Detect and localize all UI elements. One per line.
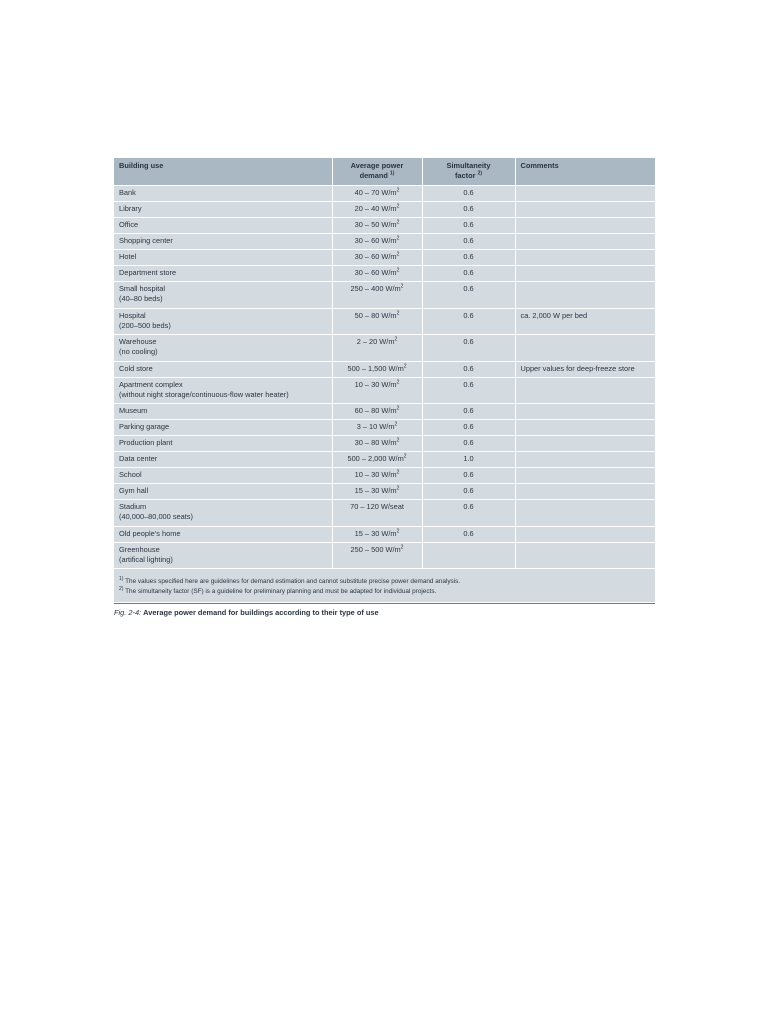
demand-value: 30 – 80 W/m (354, 438, 397, 447)
demand-value: 30 – 50 W/m (354, 220, 397, 229)
footnotes (114, 568, 655, 602)
table-row (114, 436, 655, 452)
header-building-use-label: Building use (119, 161, 164, 170)
unit-superscript: 2 (403, 453, 407, 460)
caption-divider (114, 603, 655, 604)
cell-simultaneity-factor: 0.6 (422, 361, 515, 377)
cell-building-use (114, 484, 332, 500)
cell-average-power-demand (332, 282, 422, 309)
demand-value: 30 – 60 W/m (354, 236, 397, 245)
cell-simultaneity-factor: 1.0 (422, 452, 515, 468)
cell-building-use (114, 468, 332, 484)
unit-superscript: 2 (396, 528, 400, 535)
cell-simultaneity-factor: 0.6 (422, 250, 515, 266)
building-use-text: Office (119, 220, 139, 229)
demand-value: 20 – 40 W/m (354, 204, 397, 213)
cell-building-use (114, 526, 332, 542)
table-row (114, 361, 655, 377)
header-building-use (114, 158, 332, 186)
cell-comments (515, 266, 655, 282)
cell-comments (515, 335, 655, 362)
footnote-2 (119, 587, 650, 597)
unit-superscript: 2 (400, 283, 404, 290)
header-comments (515, 158, 655, 186)
figure-caption-text: Average power demand for buildings according to their type of use (143, 608, 379, 617)
cell-comments (515, 452, 655, 468)
building-use-text: Greenhouse (119, 544, 160, 554)
cell-average-power-demand (332, 484, 422, 500)
table-row (114, 484, 655, 500)
building-use-text: Gym hall (119, 486, 149, 495)
demand-value: 15 – 30 W/m (354, 528, 397, 538)
building-use-text: Apartment complex (119, 379, 183, 389)
cell-average-power-demand (332, 308, 422, 335)
demand-value: 3 – 10 W/m (356, 422, 395, 431)
cell-comments (515, 468, 655, 484)
cell-comments (515, 218, 655, 234)
building-use-text: Hospital (119, 310, 146, 320)
cell-comments: Upper values for deep-freeze store (515, 361, 655, 377)
building-use-text: Bank (119, 188, 136, 197)
building-use-text: Museum (119, 406, 148, 415)
building-use-text: Old people’s home (119, 528, 181, 538)
unit-superscript: 2 (396, 251, 400, 258)
cell-building-use (114, 250, 332, 266)
header-demand-label: demand (359, 171, 388, 181)
cell-comments (515, 500, 655, 527)
cell-comments (515, 404, 655, 420)
cell-simultaneity-factor: 0.6 (422, 468, 515, 484)
building-use-text: (40–80 beds) (119, 294, 163, 304)
building-use-text: Library (119, 204, 142, 213)
table-row (114, 404, 655, 420)
cell-simultaneity-factor: 0.6 (422, 377, 515, 404)
figure-caption (114, 608, 655, 617)
cell-building-use (114, 500, 332, 527)
cell-average-power-demand (332, 436, 422, 452)
cell-simultaneity-factor: 0.6 (422, 420, 515, 436)
cell-comments (515, 542, 655, 568)
cell-building-use (114, 404, 332, 420)
header-average-power-demand (332, 158, 422, 186)
footnote-1 (119, 577, 650, 587)
unit-superscript: 2 (403, 363, 407, 370)
cell-building-use (114, 452, 332, 468)
table-row (114, 266, 655, 282)
building-use-text: Department store (119, 268, 177, 277)
header-demand-line-1: Average power (350, 161, 404, 170)
unit-superscript: 2 (396, 379, 400, 386)
unit-superscript: 2 (396, 437, 400, 444)
cell-average-power-demand (332, 250, 422, 266)
cell-comments: ca. 2,000 W per bed (515, 308, 655, 335)
table-row (114, 308, 655, 335)
cell-average-power-demand (332, 526, 422, 542)
unit-superscript: 2 (396, 203, 400, 210)
table-row (114, 452, 655, 468)
cell-building-use (114, 202, 332, 218)
cell-building-use (114, 436, 332, 452)
building-use-text: (200–500 beds) (119, 320, 171, 330)
figure-number: Fig. 2-4: (114, 608, 142, 617)
demand-value: 50 – 80 W/m (354, 310, 397, 320)
table-row (114, 377, 655, 404)
cell-comments (515, 186, 655, 202)
building-use-text: Production plant (119, 438, 173, 447)
footnote-1-text: The values specified here are guidelines for demand estimation and cannot substitute precise power demand analysis. (125, 578, 461, 585)
cell-average-power-demand (332, 404, 422, 420)
building-use-text: Shopping center (119, 236, 173, 245)
footnote-2-mark: 2) (119, 585, 124, 592)
table-body (114, 186, 655, 569)
cell-simultaneity-factor: 0.6 (422, 404, 515, 420)
demand-value: 2 – 20 W/m (356, 337, 395, 346)
unit-superscript: 2 (396, 219, 400, 226)
cell-simultaneity-factor: 0.6 (422, 202, 515, 218)
building-use-text: Parking garage (119, 422, 170, 431)
building-use-text: (without night storage/continuous-flow water heater) (119, 389, 289, 399)
cell-simultaneity-factor: 0.6 (422, 234, 515, 250)
cell-average-power-demand (332, 500, 422, 527)
demand-value: 500 – 1,500 W/m (347, 363, 404, 373)
cell-simultaneity-factor: 0.6 (422, 282, 515, 309)
building-use-text: (artifical lighting) (119, 554, 173, 564)
table-header-row (114, 158, 655, 186)
cell-building-use (114, 266, 332, 282)
table-row (114, 202, 655, 218)
demand-value: 10 – 30 W/m (354, 470, 397, 479)
demand-value: 10 – 30 W/m (354, 379, 397, 389)
cell-average-power-demand (332, 186, 422, 202)
table-row (114, 218, 655, 234)
building-use-text: (no cooling) (119, 347, 158, 357)
building-use-text: Small hospital (119, 284, 166, 293)
cell-comments (515, 420, 655, 436)
unit-superscript: 2 (396, 310, 400, 317)
cell-comments (515, 377, 655, 404)
demand-value: 500 – 2,000 W/m (347, 454, 404, 463)
building-use-text: School (119, 470, 142, 479)
unit-superscript: 2 (394, 421, 398, 428)
demand-value: 40 – 70 W/m (354, 188, 397, 197)
cell-comments (515, 436, 655, 452)
unit-superscript: 2 (396, 405, 400, 412)
demand-value: 70 – 120 W/seat (350, 502, 404, 511)
cell-comments (515, 250, 655, 266)
header-factor-line-2 (428, 171, 510, 181)
cell-comments (515, 282, 655, 309)
cell-building-use (114, 282, 332, 309)
header-factor-label: factor (454, 171, 476, 181)
building-use-text: Data center (119, 454, 158, 463)
cell-simultaneity-factor: 0.6 (422, 266, 515, 282)
cell-comments (515, 202, 655, 218)
cell-simultaneity-factor: 0.6 (422, 484, 515, 500)
unit-superscript: 2 (396, 235, 400, 242)
cell-average-power-demand (332, 218, 422, 234)
cell-average-power-demand (332, 266, 422, 282)
unit-superscript: 2 (396, 469, 400, 476)
building-use-text: (40,000–80,000 seats) (119, 512, 193, 522)
cell-simultaneity-factor: 0.6 (422, 186, 515, 202)
table-row (114, 542, 655, 568)
footnote-2-text: The simultaneity factor (SF) is a guideline for preliminary planning and must be adapted for individual projects. (125, 587, 437, 595)
header-simultaneity-factor (422, 158, 515, 186)
demand-value: 250 – 400 W/m (350, 284, 401, 293)
unit-superscript: 2 (396, 187, 400, 194)
cell-simultaneity-factor: 0.6 (422, 436, 515, 452)
table-row (114, 234, 655, 250)
cell-comments (515, 526, 655, 542)
demand-value: 30 – 60 W/m (354, 252, 397, 261)
cell-average-power-demand (332, 452, 422, 468)
cell-building-use (114, 308, 332, 335)
cell-simultaneity-factor: 0.6 (422, 218, 515, 234)
header-comments-label: Comments (520, 161, 559, 170)
cell-simultaneity-factor: 0.6 (422, 308, 515, 335)
cell-average-power-demand (332, 202, 422, 218)
cell-average-power-demand (332, 542, 422, 568)
cell-simultaneity-factor (422, 542, 515, 568)
cell-building-use (114, 420, 332, 436)
cell-simultaneity-factor: 0.6 (422, 335, 515, 362)
cell-simultaneity-factor: 0.6 (422, 526, 515, 542)
table-row (114, 186, 655, 202)
footnote-ref-2: 2) (477, 170, 483, 177)
table-row (114, 420, 655, 436)
table-row (114, 282, 655, 309)
table-row (114, 468, 655, 484)
header-demand-line-2 (338, 171, 417, 181)
cell-simultaneity-factor: 0.6 (422, 500, 515, 527)
demand-value: 60 – 80 W/m (354, 406, 397, 415)
unit-superscript: 2 (400, 544, 404, 551)
unit-superscript: 2 (394, 336, 398, 343)
unit-superscript: 2 (396, 267, 400, 274)
cell-average-power-demand (332, 335, 422, 362)
table-row (114, 500, 655, 527)
header-factor-line-1: Simultaneity (446, 161, 491, 170)
cell-comments (515, 484, 655, 500)
cell-average-power-demand (332, 468, 422, 484)
cell-building-use (114, 234, 332, 250)
cell-average-power-demand (332, 420, 422, 436)
cell-building-use (114, 335, 332, 362)
table-row (114, 526, 655, 542)
cell-building-use (114, 186, 332, 202)
power-demand-table (114, 158, 655, 568)
table-row (114, 335, 655, 362)
table-row (114, 250, 655, 266)
demand-value: 250 – 500 W/m (350, 544, 401, 554)
cell-building-use (114, 361, 332, 377)
demand-value: 15 – 30 W/m (354, 486, 397, 495)
unit-superscript: 2 (396, 485, 400, 492)
cell-comments (515, 234, 655, 250)
cell-average-power-demand (332, 234, 422, 250)
footnote-1-mark: 1) (119, 575, 124, 582)
building-use-text: Warehouse (119, 337, 157, 346)
cell-average-power-demand (332, 377, 422, 404)
footnote-ref-1: 1) (389, 170, 395, 177)
building-use-text: Cold store (119, 363, 153, 373)
cell-building-use (114, 377, 332, 404)
figure (114, 158, 655, 617)
cell-building-use (114, 218, 332, 234)
building-use-text: Hotel (119, 252, 137, 261)
cell-building-use (114, 542, 332, 568)
building-use-text: Stadium (119, 502, 147, 511)
demand-value: 30 – 60 W/m (354, 268, 397, 277)
cell-average-power-demand (332, 361, 422, 377)
